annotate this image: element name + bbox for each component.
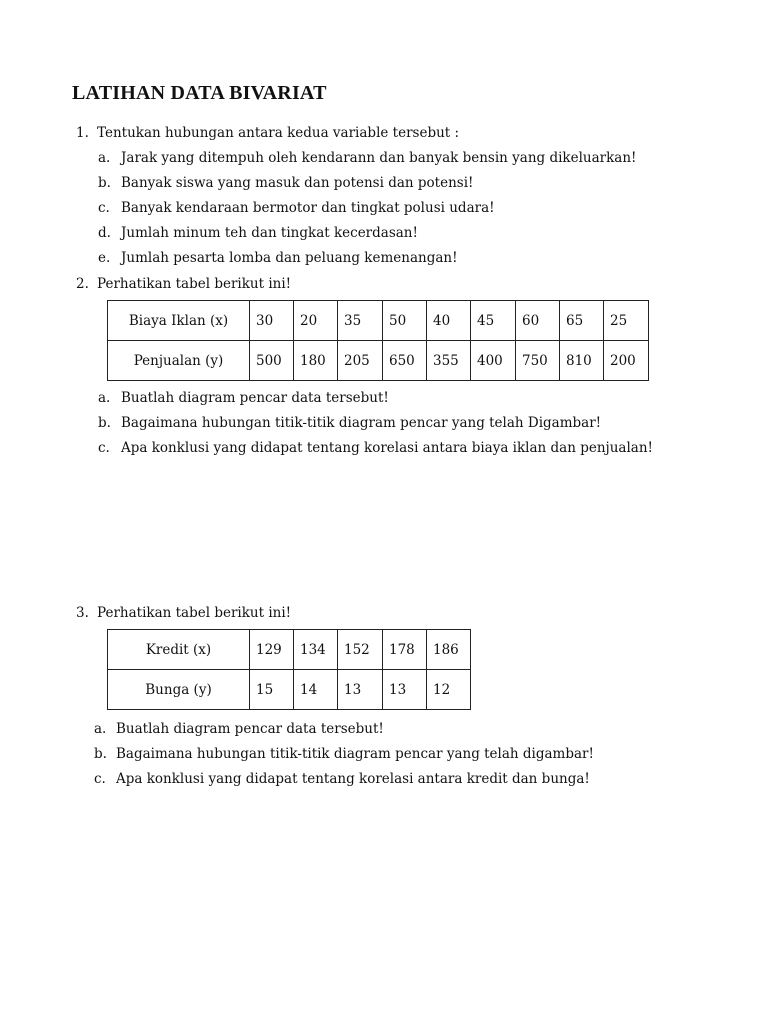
table-cell: 50	[383, 301, 427, 341]
table-cell: 35	[338, 301, 383, 341]
table-kredit	[107, 629, 471, 710]
row-header: Kredit (x)	[108, 630, 250, 670]
table-cell: 45	[471, 301, 516, 341]
row-header: Bunga (y)	[108, 670, 250, 710]
table-cell: 25	[604, 301, 649, 341]
item-letter: b.	[98, 415, 111, 431]
table-cell: 205	[338, 341, 383, 381]
item-text: Jumlah minum teh dan tingkat kecerdasan!	[121, 225, 418, 241]
table-cell: 400	[471, 341, 516, 381]
table-cell: 178	[383, 630, 427, 670]
item-letter: a.	[98, 390, 111, 406]
table-cell: 13	[383, 670, 427, 710]
table-cell: 60	[516, 301, 560, 341]
table-row	[108, 301, 649, 341]
table-cell: 13	[338, 670, 383, 710]
question-text: Perhatikan tabel berikut ini!	[97, 605, 292, 621]
table-cell: 129	[250, 630, 294, 670]
table-cell: 186	[427, 630, 471, 670]
item-text: Apa konklusi yang didapat tentang korelasi antara biaya iklan dan penjualan!	[121, 440, 653, 456]
item-letter: c.	[98, 440, 110, 456]
item-text: Jarak yang ditempuh oleh kendarann dan banyak bensin yang dikeluarkan!	[121, 150, 637, 166]
table-cell: 750	[516, 341, 560, 381]
table-cell: 810	[560, 341, 604, 381]
question-text: Tentukan hubungan antara kedua variable tersebut :	[97, 125, 460, 141]
item-letter: d.	[98, 225, 111, 241]
table-cell: 12	[427, 670, 471, 710]
question-number: 1.	[76, 125, 89, 141]
item-letter: e.	[98, 250, 111, 266]
question-number: 3.	[76, 605, 89, 621]
table-biaya-iklan	[107, 300, 649, 381]
item-letter: b.	[98, 175, 111, 191]
table-cell: 65	[560, 301, 604, 341]
item-letter: c.	[94, 771, 106, 787]
table-cell: 20	[294, 301, 338, 341]
table-cell: 134	[294, 630, 338, 670]
table-cell: 650	[383, 341, 427, 381]
item-text: Jumlah pesarta lomba dan peluang kemenangan!	[121, 250, 458, 266]
table-cell: 15	[250, 670, 294, 710]
item-letter: b.	[94, 746, 107, 762]
row-header: Biaya Iklan (x)	[108, 301, 250, 341]
table-cell: 200	[604, 341, 649, 381]
item-letter: c.	[98, 200, 110, 216]
table-cell: 500	[250, 341, 294, 381]
item-letter: a.	[94, 721, 107, 737]
table-cell: 180	[294, 341, 338, 381]
item-text: Bagaimana hubungan titik-titik diagram pencar yang telah digambar!	[116, 746, 594, 762]
table-cell: 40	[427, 301, 471, 341]
table-row	[108, 670, 471, 710]
question-number: 2.	[76, 276, 89, 292]
item-text: Bagaimana hubungan titik-titik diagram pencar yang telah Digambar!	[121, 415, 602, 431]
table-cell: 14	[294, 670, 338, 710]
item-text: Banyak siswa yang masuk dan potensi dan potensi!	[121, 175, 474, 191]
table-row	[108, 630, 471, 670]
item-text: Apa konklusi yang didapat tentang korelasi antara kredit dan bunga!	[116, 771, 590, 787]
item-text: Banyak kendaraan bermotor dan tingkat polusi udara!	[121, 200, 495, 216]
item-text: Buatlah diagram pencar data tersebut!	[121, 390, 389, 406]
question-text: Perhatikan tabel berikut ini!	[97, 276, 292, 292]
item-letter: a.	[98, 150, 111, 166]
table-row	[108, 341, 649, 381]
table-cell: 355	[427, 341, 471, 381]
page-title: LATIHAN DATA BIVARIAT	[72, 82, 327, 104]
row-header: Penjualan (y)	[108, 341, 250, 381]
table-cell: 152	[338, 630, 383, 670]
table-cell: 30	[250, 301, 294, 341]
item-text: Buatlah diagram pencar data tersebut!	[116, 721, 384, 737]
